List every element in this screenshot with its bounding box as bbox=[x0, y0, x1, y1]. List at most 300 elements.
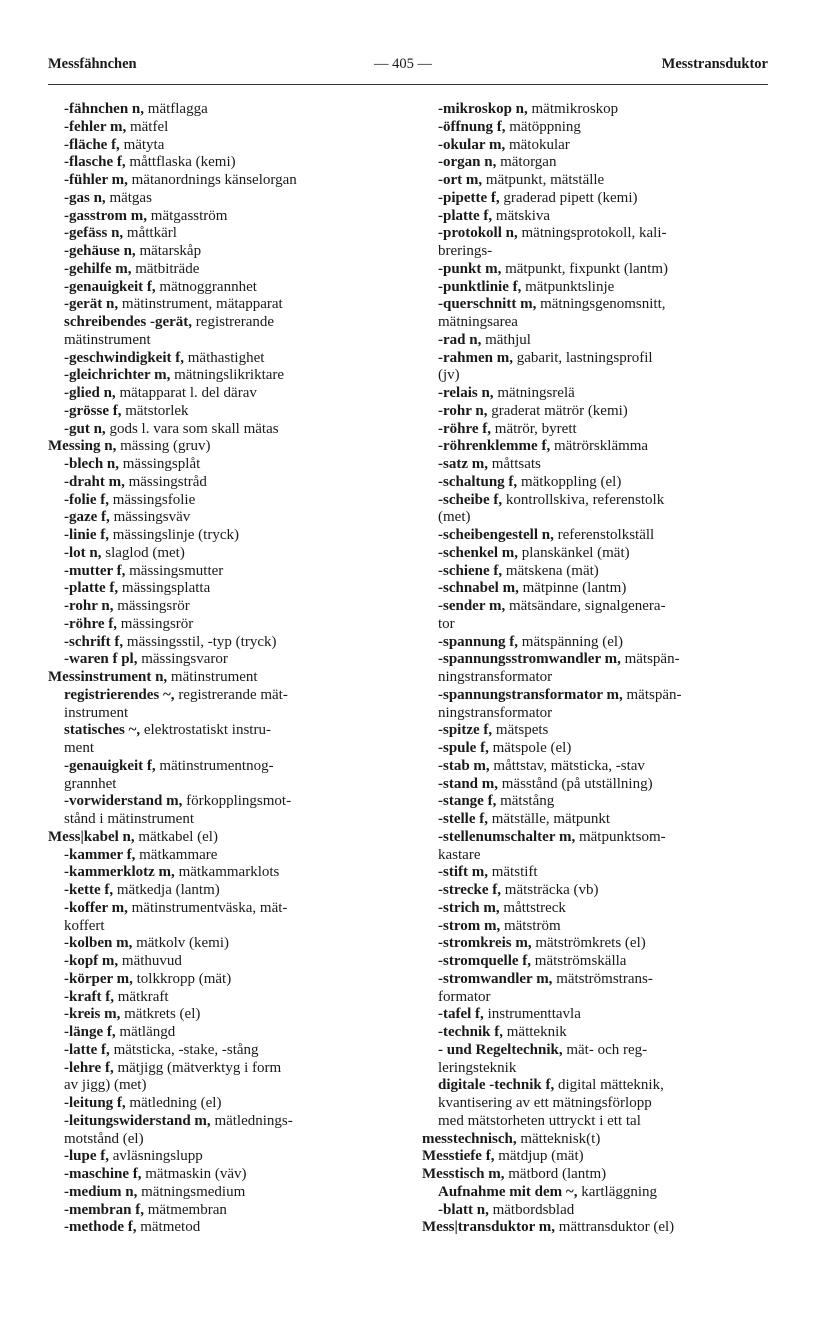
dictionary-line bbox=[422, 154, 772, 172]
translation: formator bbox=[438, 988, 491, 1005]
dictionary-line bbox=[48, 900, 416, 918]
translation: mässtånd (på utställning) bbox=[498, 775, 653, 792]
dictionary-line bbox=[422, 243, 772, 261]
dictionary-line bbox=[48, 580, 416, 598]
left-column bbox=[48, 101, 416, 1237]
dictionary-line bbox=[422, 172, 772, 190]
translation: mätinstrument, mätapparat bbox=[118, 296, 283, 313]
headword: Messinstrument n, bbox=[48, 669, 168, 685]
translation: mätinstrumentnog- bbox=[155, 757, 274, 774]
translation: grannhet bbox=[64, 775, 117, 792]
headword: -kreis m, bbox=[64, 1006, 121, 1023]
translation: avläsningslupp bbox=[109, 1148, 203, 1165]
translation: mätbord (lantm) bbox=[504, 1166, 607, 1182]
dictionary-line bbox=[422, 776, 772, 794]
translation: förkopplingsmot- bbox=[182, 793, 292, 810]
header-left-guideword: Messfähnchen bbox=[48, 56, 137, 72]
dictionary-line bbox=[422, 101, 772, 119]
headword: -spannung f, bbox=[438, 633, 519, 650]
translation: mätrör, byrett bbox=[491, 420, 577, 437]
translation: måttflaska (kemi) bbox=[125, 154, 236, 171]
headword: Messtisch m, bbox=[422, 1166, 505, 1182]
headword: -röhrenklemme f, bbox=[438, 438, 551, 455]
headword: -querschnitt m, bbox=[438, 296, 537, 313]
headword: -stellenumschalter m, bbox=[438, 828, 576, 845]
dictionary-line bbox=[422, 314, 772, 332]
headword: -stromquelle f, bbox=[438, 953, 532, 969]
translation: ment bbox=[64, 740, 94, 756]
translation: mätbordsblad bbox=[488, 1201, 575, 1218]
headword: -satz m, bbox=[438, 456, 488, 472]
translation: mätinstrumentväska, mät- bbox=[127, 899, 288, 916]
dictionary-line bbox=[48, 1131, 416, 1149]
translation: mättransduktor (el) bbox=[555, 1219, 675, 1236]
headword: -spannungsstromwandler m, bbox=[438, 651, 621, 668]
translation: måttstav, mätsticka, -stav bbox=[489, 757, 645, 774]
translation: mätströmstrans- bbox=[552, 970, 653, 987]
translation: mätinstrument bbox=[64, 331, 151, 348]
dictionary-line bbox=[422, 758, 772, 776]
headword: -öffnung f, bbox=[438, 118, 506, 135]
dictionary-line bbox=[422, 421, 772, 439]
dictionary-line bbox=[48, 101, 416, 119]
dictionary-line bbox=[422, 1024, 772, 1042]
dictionary-line bbox=[422, 793, 772, 811]
dictionary-line bbox=[48, 687, 416, 705]
header-right-guideword: Messtransduktor bbox=[661, 56, 768, 72]
headword: -röhre f, bbox=[64, 615, 118, 632]
translation: mätningslikriktare bbox=[170, 367, 285, 384]
headword: -mutter f, bbox=[64, 562, 126, 579]
translation: mätarskåp bbox=[135, 243, 202, 259]
translation: mätpunkt, fixpunkt (lantm) bbox=[501, 260, 668, 277]
translation: mätkammare bbox=[135, 846, 218, 863]
dictionary-line bbox=[422, 403, 772, 421]
headword: -gehäuse n, bbox=[64, 243, 136, 259]
dictionary-line bbox=[48, 492, 416, 510]
translation: mätlednings- bbox=[210, 1112, 293, 1129]
headword: -kopf m, bbox=[64, 953, 119, 969]
dictionary-line bbox=[48, 527, 416, 545]
dictionary-line bbox=[422, 580, 772, 598]
headword: Aufnahme mit dem ~, bbox=[438, 1183, 578, 1200]
translation: mätorgan bbox=[496, 154, 557, 171]
headword: statisches ~, bbox=[64, 722, 141, 739]
dictionary-line bbox=[422, 864, 772, 882]
translation: mätjigg (mätverktyg i form bbox=[113, 1059, 282, 1076]
translation: mässingstråd bbox=[124, 473, 207, 490]
headword: -protokoll n, bbox=[438, 225, 518, 242]
headword: -blatt n, bbox=[438, 1201, 489, 1218]
dictionary-line bbox=[422, 616, 772, 634]
dictionary-line bbox=[422, 438, 772, 456]
headword: -scheibe f, bbox=[438, 491, 503, 508]
headword: digitale -technik f, bbox=[438, 1077, 555, 1094]
dictionary-line bbox=[422, 651, 772, 669]
dictionary-line bbox=[48, 1024, 416, 1042]
headword: -fehler m, bbox=[64, 118, 127, 135]
headword: -gas n, bbox=[64, 189, 106, 206]
dictionary-line bbox=[48, 722, 416, 740]
translation: elektrostatiskt instru- bbox=[140, 722, 271, 739]
dictionary-line bbox=[422, 119, 772, 137]
translation: mätmembran bbox=[143, 1201, 227, 1218]
translation: mätningsrelä bbox=[493, 385, 575, 401]
headword: -gut n, bbox=[64, 420, 106, 437]
translation: måttstreck bbox=[499, 899, 566, 916]
dictionary-line bbox=[422, 722, 772, 740]
headword: messtechnisch, bbox=[422, 1130, 517, 1147]
translation: mätyta bbox=[119, 136, 165, 153]
headword: -mikroskop n, bbox=[438, 101, 528, 117]
translation: mätningsprotokoll, kali- bbox=[517, 225, 667, 242]
dictionary-line bbox=[422, 1131, 772, 1149]
headword: -kammer f, bbox=[64, 846, 136, 863]
dictionary-line bbox=[48, 296, 416, 314]
dictionary-line bbox=[48, 1060, 416, 1078]
dictionary-line bbox=[48, 811, 416, 829]
translation: ningstransformator bbox=[438, 669, 553, 685]
headword: -tafel f, bbox=[438, 1006, 484, 1023]
dictionary-line bbox=[48, 208, 416, 226]
dictionary-line bbox=[48, 261, 416, 279]
headword: -organ n, bbox=[438, 154, 497, 171]
dictionary-line bbox=[422, 492, 772, 510]
headword: -kolben m, bbox=[64, 935, 133, 952]
headword: -platte f, bbox=[438, 207, 493, 224]
dictionary-line bbox=[48, 545, 416, 563]
headword: -stromkreis m, bbox=[438, 935, 532, 952]
translation: mätkolv (kemi) bbox=[132, 935, 229, 952]
headword: -kette f, bbox=[64, 882, 114, 898]
dictionary-line bbox=[48, 740, 416, 758]
dictionary-line bbox=[422, 1095, 772, 1113]
translation: mätmetod bbox=[136, 1219, 201, 1236]
headword: -membran f, bbox=[64, 1201, 144, 1218]
dictionary-line bbox=[422, 882, 772, 900]
headword: -methode f, bbox=[64, 1219, 137, 1236]
translation: stånd i mätinstrument bbox=[64, 811, 194, 827]
dictionary-line bbox=[422, 1166, 772, 1184]
headword: -gerät n, bbox=[64, 296, 119, 313]
dictionary-line bbox=[422, 456, 772, 474]
dictionary-line bbox=[48, 1077, 416, 1095]
headword: -lehre f, bbox=[64, 1059, 114, 1076]
headword: -schrift f, bbox=[64, 633, 124, 650]
headword: -stange f, bbox=[438, 793, 497, 810]
translation: mätpunkt, mätställe bbox=[482, 172, 605, 188]
translation: mätstift bbox=[487, 864, 538, 881]
dictionary-line bbox=[48, 989, 416, 1007]
headword: -grösse f, bbox=[64, 402, 122, 419]
dictionary-line bbox=[48, 935, 416, 953]
dictionary-line bbox=[422, 598, 772, 616]
dictionary-line bbox=[48, 971, 416, 989]
translation: mätströmkrets (el) bbox=[531, 935, 646, 952]
dictionary-line bbox=[422, 687, 772, 705]
translation: (jv) bbox=[438, 367, 460, 384]
headword: -blech n, bbox=[64, 456, 120, 472]
dictionary-line bbox=[48, 385, 416, 403]
headword: -glied n, bbox=[64, 385, 116, 401]
headword: -folie f, bbox=[64, 491, 109, 508]
headword: -ort m, bbox=[438, 172, 483, 188]
headword: -schnabel m, bbox=[438, 580, 519, 597]
translation: mässingsrör bbox=[117, 615, 194, 632]
headword: -fläche f, bbox=[64, 136, 120, 153]
dictionary-line bbox=[422, 1006, 772, 1024]
headword: -lot n, bbox=[64, 544, 102, 561]
translation: mätpunktslinje bbox=[521, 278, 615, 295]
headword: -rohr n, bbox=[64, 598, 114, 614]
headword: -stab m, bbox=[438, 757, 490, 774]
translation: mätmikroskop bbox=[527, 101, 619, 117]
headword: -sender m, bbox=[438, 598, 506, 614]
headword: -rad n, bbox=[438, 331, 482, 348]
translation: måttkärl bbox=[123, 225, 177, 242]
headword: -leitung f, bbox=[64, 1095, 126, 1111]
dictionary-line bbox=[48, 651, 416, 669]
translation: mätflagga bbox=[144, 101, 208, 117]
dictionary-line bbox=[48, 829, 416, 847]
dictionary-line bbox=[48, 1184, 416, 1202]
dictionary-line bbox=[48, 634, 416, 652]
headword: -okular m, bbox=[438, 136, 506, 153]
translation: tolkkropp (mät) bbox=[132, 970, 232, 987]
translation: kartläggning bbox=[577, 1183, 658, 1200]
dictionary-line bbox=[48, 882, 416, 900]
headword: -genauigkeit f, bbox=[64, 278, 156, 295]
translation: mäthastighet bbox=[184, 349, 265, 366]
headword: -medium n, bbox=[64, 1183, 138, 1200]
right-column bbox=[422, 101, 772, 1237]
translation: mässingsplatta bbox=[118, 580, 211, 597]
headword: -relais n, bbox=[438, 385, 494, 401]
headword: -gasstrom m, bbox=[64, 207, 148, 224]
page-number: — 405 — bbox=[374, 56, 432, 72]
translation: mätskiva bbox=[492, 207, 551, 224]
translation: tor bbox=[438, 615, 455, 632]
headword: - und Regeltechnik, bbox=[438, 1041, 563, 1058]
headword: -maschine f, bbox=[64, 1166, 142, 1182]
dictionary-line bbox=[48, 669, 416, 687]
headword: -stand m, bbox=[438, 775, 499, 792]
dictionary-line bbox=[422, 935, 772, 953]
translation: mässingsplåt bbox=[119, 456, 201, 472]
dictionary-line bbox=[422, 1148, 772, 1166]
translation: mätsticka, -stake, -stång bbox=[109, 1041, 259, 1058]
dictionary-line bbox=[48, 314, 416, 332]
dictionary-line bbox=[422, 350, 772, 368]
dictionary-line bbox=[422, 261, 772, 279]
dictionary-line bbox=[48, 438, 416, 456]
headword: -körper m, bbox=[64, 970, 133, 987]
headword: -leitungswiderstand m, bbox=[64, 1112, 211, 1129]
dictionary-line bbox=[48, 1166, 416, 1184]
translation: mätanordnings känselorgan bbox=[127, 172, 297, 188]
dictionary-line bbox=[48, 918, 416, 936]
dictionary-line bbox=[48, 1219, 416, 1237]
translation: mätspänning (el) bbox=[518, 633, 624, 650]
translation: mätkammarklots bbox=[174, 864, 280, 881]
dictionary-line bbox=[48, 137, 416, 155]
headword: -schaltung f, bbox=[438, 473, 518, 490]
translation: mätöppning bbox=[505, 118, 581, 135]
translation: mätteknisk(t) bbox=[516, 1130, 601, 1147]
translation: mässingsfolie bbox=[108, 491, 196, 508]
headword: -spitze f, bbox=[438, 722, 493, 739]
translation: mässingslinje (tryck) bbox=[109, 527, 239, 543]
dictionary-line bbox=[422, 1202, 772, 1220]
headword: -gaze f, bbox=[64, 509, 110, 526]
headword: -vorwiderstand m, bbox=[64, 793, 183, 810]
dictionary-line bbox=[422, 367, 772, 385]
dictionary-line bbox=[422, 811, 772, 829]
headword: registrierendes ~, bbox=[64, 686, 175, 703]
headword: Mess|transduktor m, bbox=[422, 1219, 556, 1236]
dictionary-line bbox=[422, 740, 772, 758]
dictionary-line bbox=[422, 1113, 772, 1131]
translation: mätspole (el) bbox=[488, 740, 572, 756]
headword: -stelle f, bbox=[438, 811, 488, 827]
headword: -punkt m, bbox=[438, 260, 502, 277]
headword: -kraft f, bbox=[64, 988, 114, 1005]
headword: -platte f, bbox=[64, 580, 119, 597]
dictionary-line bbox=[48, 1095, 416, 1113]
translation: ningstransformator bbox=[438, 704, 553, 721]
translation: mätpinne (lantm) bbox=[518, 580, 627, 597]
dictionary-line bbox=[422, 1042, 772, 1060]
translation: graderad pipett (kemi) bbox=[499, 189, 638, 206]
headword: -geschwindigkeit f, bbox=[64, 349, 184, 366]
translation: mätningsmedium bbox=[137, 1183, 246, 1200]
headword: -röhre f, bbox=[438, 420, 492, 437]
headword: -koffer m, bbox=[64, 899, 128, 916]
headword: -gleichrichter m, bbox=[64, 367, 171, 384]
translation: mätmaskin (väv) bbox=[141, 1166, 247, 1182]
translation: mätningsarea bbox=[438, 314, 518, 330]
translation: koffert bbox=[64, 917, 105, 934]
translation: mätlängd bbox=[115, 1024, 176, 1040]
dictionary-line bbox=[422, 847, 772, 865]
headword: schreibendes -gerät, bbox=[64, 314, 193, 330]
headword: -schenkel m, bbox=[438, 544, 518, 561]
translation: mässingsvaror bbox=[137, 651, 228, 668]
headword: -strecke f, bbox=[438, 882, 502, 898]
dictionary-line bbox=[48, 190, 416, 208]
headword: Messing n, bbox=[48, 438, 117, 455]
translation: mätapparat l. del därav bbox=[115, 385, 257, 401]
headword: -gehilfe m, bbox=[64, 260, 132, 277]
translation: mätskena (mät) bbox=[502, 562, 599, 579]
dictionary-line bbox=[48, 456, 416, 474]
dictionary-line bbox=[422, 1219, 772, 1237]
dictionary-line bbox=[422, 563, 772, 581]
translation: gods l. vara som skall mätas bbox=[105, 420, 279, 437]
translation: mätdjup (mät) bbox=[494, 1148, 584, 1165]
translation: mätnoggrannhet bbox=[155, 278, 257, 295]
translation: mäthjul bbox=[481, 331, 531, 348]
dictionary-line bbox=[422, 279, 772, 297]
headword: -draht m, bbox=[64, 473, 125, 490]
translation: mätinstrument bbox=[167, 669, 258, 685]
dictionary-line bbox=[48, 225, 416, 243]
dictionary-line bbox=[422, 137, 772, 155]
translation: mätkraft bbox=[113, 988, 169, 1005]
headword: -fähnchen n, bbox=[64, 101, 145, 117]
translation: gabarit, lastningsprofil bbox=[513, 349, 653, 366]
dictionary-line bbox=[422, 918, 772, 936]
translation: mätsändare, signalgenera- bbox=[505, 598, 666, 614]
dictionary-line bbox=[48, 953, 416, 971]
headword: Mess|kabel n, bbox=[48, 828, 135, 845]
translation: av jigg) (met) bbox=[64, 1077, 147, 1094]
translation: kontrollskiva, referenstolk bbox=[502, 491, 665, 508]
translation: motstånd (el) bbox=[64, 1130, 144, 1147]
dictionary-line bbox=[422, 705, 772, 723]
dictionary-line bbox=[48, 847, 416, 865]
headword: -stift m, bbox=[438, 864, 488, 881]
dictionary-line bbox=[422, 989, 772, 1007]
dictionary-line bbox=[48, 154, 416, 172]
translation: (met) bbox=[438, 509, 471, 526]
dictionary-line bbox=[48, 421, 416, 439]
dictionary-line bbox=[48, 1006, 416, 1024]
headword: -technik f, bbox=[438, 1024, 503, 1040]
headword: -kammerklotz m, bbox=[64, 864, 175, 881]
dictionary-line bbox=[422, 953, 772, 971]
dictionary-line bbox=[422, 634, 772, 652]
dictionary-line bbox=[422, 474, 772, 492]
headword: -strom m, bbox=[438, 917, 501, 934]
dictionary-line bbox=[48, 509, 416, 527]
headword: -gefäss n, bbox=[64, 225, 124, 242]
dictionary-line bbox=[422, 509, 772, 527]
dictionary-line bbox=[422, 385, 772, 403]
translation: instrument bbox=[64, 704, 129, 721]
translation: kvantisering av ett mätningsförlopp bbox=[438, 1095, 652, 1111]
translation: mätstång bbox=[496, 793, 555, 810]
headword: -fühler m, bbox=[64, 172, 128, 188]
dictionary-line bbox=[48, 279, 416, 297]
dictionary-line bbox=[422, 545, 772, 563]
translation: brerings- bbox=[438, 243, 493, 259]
headword: Messtiefe f, bbox=[422, 1148, 495, 1165]
translation: registrerande mät- bbox=[174, 686, 288, 703]
translation: mätfel bbox=[126, 118, 169, 135]
headword: -lupe f, bbox=[64, 1148, 109, 1165]
dictionary-line bbox=[422, 669, 772, 687]
translation: mätkedja (lantm) bbox=[113, 882, 220, 898]
dictionary-line bbox=[48, 474, 416, 492]
dictionary-line bbox=[48, 776, 416, 794]
headword: -spule f, bbox=[438, 740, 489, 756]
dictionary-line bbox=[48, 616, 416, 634]
headword: -punktlinie f, bbox=[438, 278, 522, 295]
translation: kastare bbox=[438, 846, 481, 863]
translation: referenstolkställ bbox=[553, 527, 655, 543]
dictionary-line bbox=[422, 190, 772, 208]
translation: mässing (gruv) bbox=[116, 438, 211, 455]
translation: mätrörsklämma bbox=[550, 438, 649, 455]
dictionary-line bbox=[422, 1077, 772, 1095]
translation: mätledning (el) bbox=[125, 1095, 222, 1111]
translation: mätström bbox=[500, 917, 561, 934]
headword: -flasche f, bbox=[64, 154, 126, 171]
dictionary-line bbox=[48, 758, 416, 776]
dictionary-line bbox=[48, 864, 416, 882]
headword: -latte f, bbox=[64, 1041, 110, 1058]
